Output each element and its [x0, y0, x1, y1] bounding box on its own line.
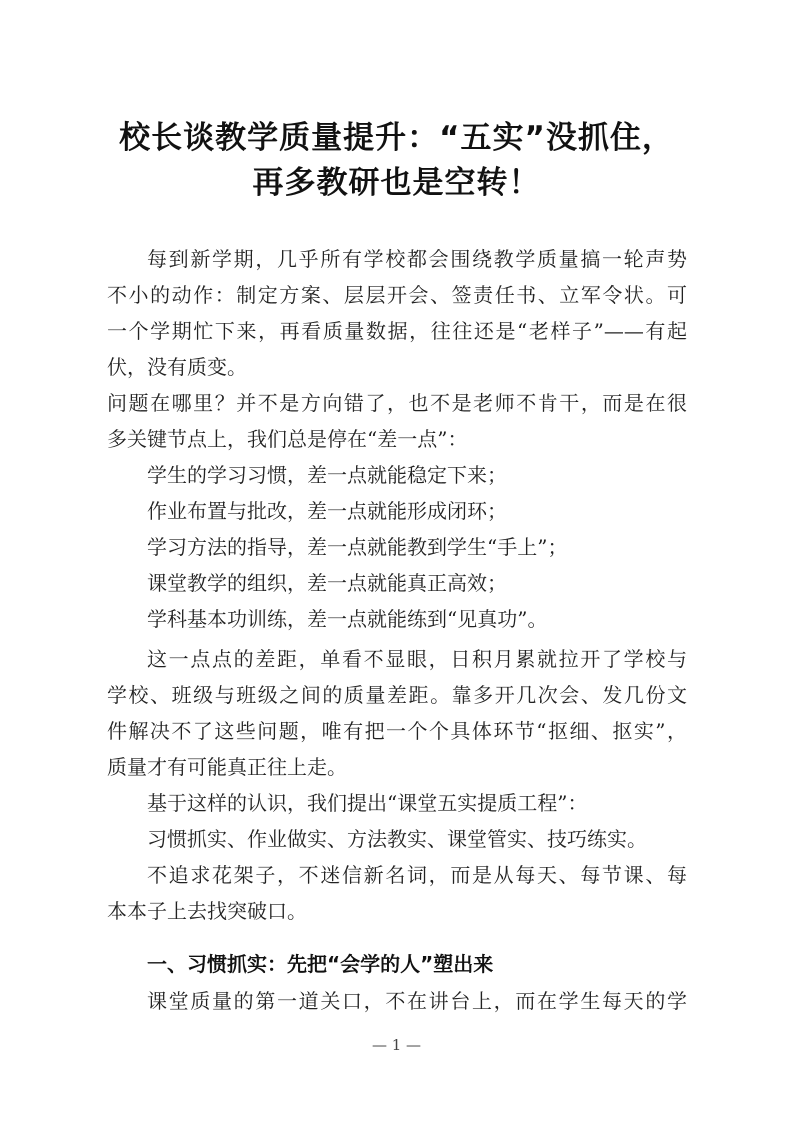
- body-line: 问题在哪里？并不是方向错了，也不是老师不肯干，而是在很: [107, 391, 687, 415]
- body-line: 伏，没有质变。: [107, 355, 247, 379]
- body-line: 不小的动作：制定方案、层层开会、签责任书、立军令状。可: [107, 283, 687, 307]
- section-heading: 一、习惯抓实：先把“会学的人”塑出来: [147, 952, 494, 976]
- body-line: 作业布置与批改，差一点就能形成闭环；: [147, 499, 507, 523]
- document-title-line-1: 校长谈教学质量提升：“五实”没抓住，: [119, 120, 674, 156]
- document-title-line-2: 再多教研也是空转！: [252, 165, 541, 201]
- body-line: 不追求花架子，不迷信新名词，而是从每天、每节课、每: [147, 863, 687, 887]
- body-line: 学校、班级与班级之间的质量差距。靠多开几次会、发几份文: [107, 683, 687, 707]
- body-line: 一个学期忙下来，再看质量数据，往往还是“老样子”——有起: [107, 319, 687, 343]
- body-line: 本本子上去找突破口。: [107, 899, 307, 923]
- body-line: 学习方法的指导，差一点就能教到学生“手上”；: [147, 535, 568, 559]
- body-line: 课堂教学的组织，差一点就能真正高效；: [147, 571, 507, 595]
- body-line: 这一点点的差距，单看不显眼，日积月累就拉开了学校与: [147, 647, 687, 671]
- body-line: 学生的学习习惯，差一点就能稳定下来；: [147, 463, 507, 487]
- body-line: 习惯抓实、作业做实、方法教实、课堂管实、技巧练实。: [147, 827, 647, 851]
- body-line: 质量才有可能真正往上走。: [107, 755, 347, 779]
- page-number: — 1 —: [371, 1036, 422, 1054]
- body-line: 多关键节点上，我们总是停在“差一点”：: [107, 427, 468, 451]
- body-line: 基于这样的认识，我们提出“课堂五实提质工程”：: [147, 791, 588, 815]
- body-line: 学科基本功训练，差一点就能练到“见真功”。: [147, 607, 548, 631]
- body-line: 件解决不了这些问题，唯有把一个个具体环节“抠细、抠实”，: [107, 719, 687, 743]
- body-line: 课堂质量的第一道关口，不在讲台上，而在学生每天的学: [147, 989, 687, 1013]
- body-line: 每到新学期，几乎所有学校都会围绕教学质量搞一轮声势: [147, 247, 687, 271]
